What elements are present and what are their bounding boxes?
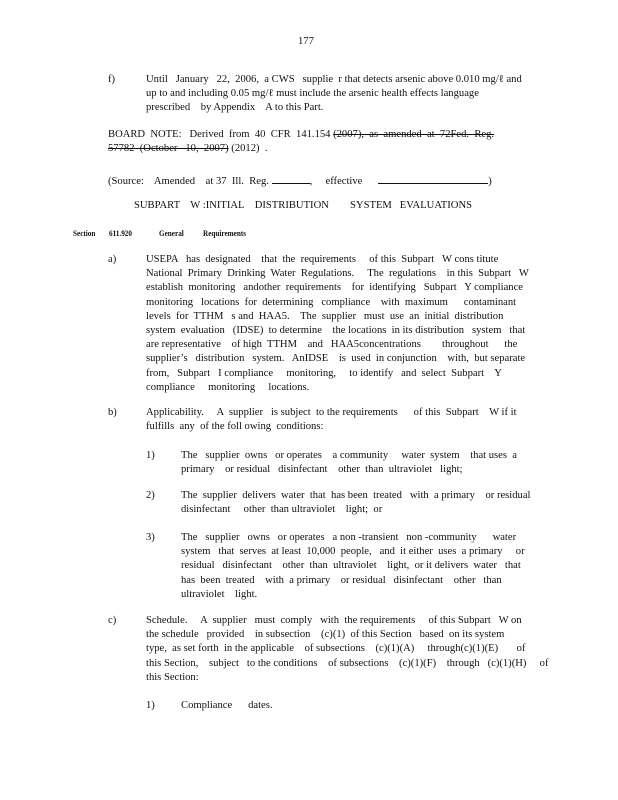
text-line: ultraviolet light. [181,588,258,600]
board-note-deleted-text: 57782 (October 10, 2007) [108,143,229,155]
text-line: this Section: [146,671,199,683]
text-line: establish monitoring andother requirements for identifying Subpart Y compliance [146,282,523,294]
text-line: Schedule. A supplier must comply with the requirements of this Subpart W on [146,615,522,626]
item-c-label: c) [108,615,117,626]
text-line: Until January 22, 2006, a CWS supplie r that detects arsenic above 0.010 mg/ℓ and [146,74,522,85]
effective-date-blank [378,172,488,184]
item-b1-label: 1) [146,450,155,461]
item-b3-text [181,531,525,602]
text-line: from, Subpart I compliance monitoring, to identify and select Subpart Y [146,367,502,379]
text-line: disinfectant other than ultraviolet light; or [181,504,383,516]
text-line: fulfills any of the foll owing conditions: [146,421,324,433]
item-b1-text [181,449,517,477]
text-line: monitoring locations for determining compliance with maximum contaminant [146,296,517,308]
text-line: USEPA has designated that the requirements of this Subpart W cons titute [146,254,499,265]
item-c1-label: 1) [146,700,155,711]
section-number: 611.920 [109,229,133,238]
text-line: type, as set forth in the applicable of subsections (c)(1)(A) through(c)(1)(E) of [146,643,526,655]
item-f-label: f) [108,74,116,85]
item-b3-label: 3) [146,532,155,543]
item-c-text [146,614,549,685]
text-line: has been treated with a primary or residual disinfectant other than [181,574,502,586]
item-b-text [146,406,517,434]
section-title: General [159,229,184,238]
source-line [108,172,492,189]
item-a-label: a) [108,254,117,265]
source-close: ) [488,176,492,187]
text-line: The supplier delivers water that has been treated with a primary or residual [181,490,531,501]
board-note-text: (2012) . [228,143,268,155]
item-b2-text [181,489,530,517]
text-line: Compliance dates. [181,700,273,711]
source-comma: , [309,176,313,187]
text-line: are representative of high TTHM and HAA5concentrations throughout the [146,339,518,351]
item-c1-text [181,699,273,713]
page-number: 177 [298,36,314,47]
text-line: prescribed by Appendix A to this Part. [146,102,324,114]
text-line: the schedule provided in subsection (c)(1) of this Section based on its system [146,629,505,641]
text-line: residual disinfectant other than ultraviolet light, or it delivers water that [181,560,521,572]
text-line: compliance monitoring locations. [146,381,310,393]
item-b2-label: 2) [146,490,155,501]
text-line: supplier’s distribution system. AnIDSE is used in conjunction with, but separate [146,353,526,365]
section-subtitle: Requirements [203,229,247,238]
item-a-text [146,253,529,395]
text-line: The supplier owns or operates a non -transient non -community water [181,532,517,543]
source-text: (Source: Amended at 37 Ill. Reg. [108,176,269,187]
text-line: primary or residual disinfectant other than ultraviolet light; [181,464,463,476]
text-line: The supplier owns or operates a community water system that uses a [181,450,517,461]
board-note [108,128,494,156]
text-line: system evaluation (IDSE) to determine the locations in its distribution system that [146,325,526,337]
text-line: up to and including 0.05 mg/ℓ must include the arsenic health effects language [146,88,479,100]
register-blank [272,172,310,184]
board-note-text: BOARD NOTE: Derived from 40 CFR 141.154 [108,129,334,140]
text-line: Applicability. A supplier is subject to the requirements of this Subpart W if it [146,407,517,418]
source-effective: effective [325,176,363,187]
text-line: system that serves at least 10,000 people, and it either uses a primary or [181,546,525,558]
item-f-text [146,73,522,116]
subpart-heading: SUBPART W :INITIAL DISTRIBUTION SYSTEM EVALUATIONS [134,200,472,211]
item-b-label: b) [108,407,117,418]
board-note-deleted-text: (2007), as amended at 72Fed. Reg. [333,129,495,140]
text-line: this Section, subject to the conditions of subsections (c)(1)(F) through (c)(1)(H) of [146,657,549,669]
section-label: Section [73,229,96,238]
text-line: levels for TTHM s and HAA5. The supplier must use an initial distribution [146,310,504,322]
text-line: National Primary Drinking Water Regulations. The regulations in this Subpart W [146,268,529,280]
